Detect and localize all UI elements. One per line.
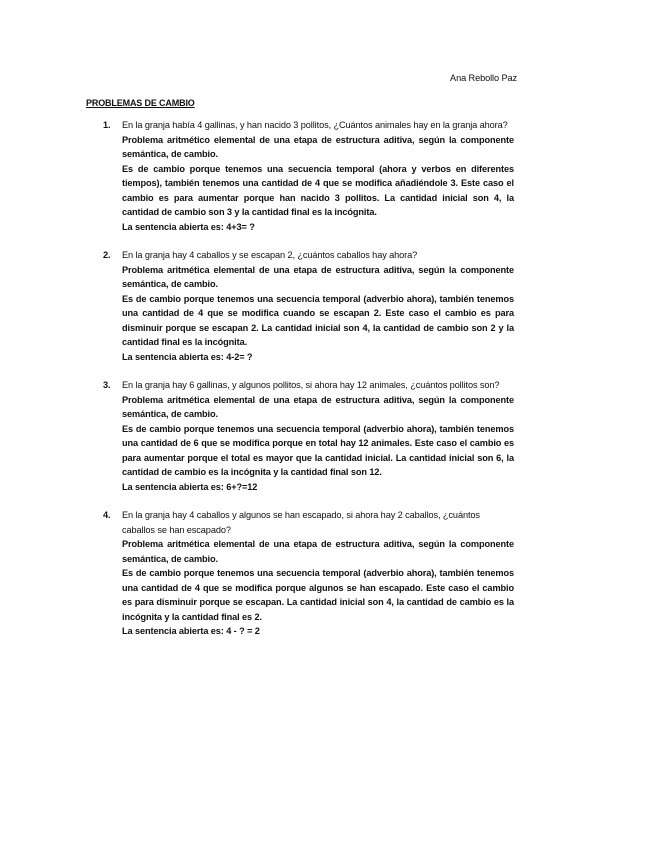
author-name: Ana Rebollo Paz xyxy=(450,73,517,83)
problem-question xyxy=(122,508,514,537)
problem-classification: Problema aritmética elemental de una etapa de estructura aditiva, según la componente semántica, de cambio. xyxy=(122,264,514,289)
problem-number: 4. xyxy=(103,510,111,520)
problem-explanation: Es de cambio porque tenemos una secuencia temporal (ahora y verbos en diferentes tiempos), también tenemos una cantidad de 4 que se modifica añadiéndole 3. Este caso el cambio es para aumentar porque han nacido 3 pollitos. La cantidad inicial son 4, la cantidad de cambio son 3 y la cantidad final es la incógnita. xyxy=(122,163,514,217)
problem-analysis xyxy=(122,133,514,235)
problem-question-text: En la granja había 4 gallinas, y han nacido 3 pollitos, ¿Cuántos animales hay en la granja ahora? xyxy=(122,120,508,130)
problem-question-text: En la granja hay 4 caballos y se escapan 2, ¿cuántos caballos hay ahora? xyxy=(122,250,418,260)
problem-sentence: La sentencia abierta es: 4 - ? = 2 xyxy=(122,626,260,636)
problem-item-1 xyxy=(103,118,514,234)
problem-classification: Problema aritmético elemental de una etapa de estructura aditiva, según la componente semántica, de cambio. xyxy=(122,134,514,159)
problem-question-text: En la granja hay 4 caballos y algunos se han escapado, si ahora hay 2 caballos, ¿cuántos caballos se han escapado? xyxy=(122,510,480,535)
problem-item-4 xyxy=(103,508,514,639)
problem-number: 1. xyxy=(103,120,111,130)
document-title: PROBLEMAS DE CAMBIO xyxy=(86,98,195,108)
problem-number: 2. xyxy=(103,250,111,260)
problem-item-2 xyxy=(103,248,514,364)
problem-question xyxy=(122,248,514,263)
problem-explanation: Es de cambio porque tenemos una secuencia temporal (adverbio ahora), también tenemos una cantidad de 4 que se modifica porque algunos se han escapado. Este caso el cambio es para disminuir porque se escapan. La cantidad inicial son 4, la cantidad de cambio es la incógnita y la cantidad final es 2. xyxy=(122,568,514,622)
problem-classification: Problema aritmética elemental de una etapa de estructura aditiva, según la componente semántica, de cambio. xyxy=(122,539,514,564)
problem-item-3 xyxy=(103,378,514,494)
problem-analysis xyxy=(122,537,514,639)
problem-sentence: La sentencia abierta es: 4+3= ? xyxy=(122,221,255,232)
problem-analysis xyxy=(122,263,514,365)
problem-analysis xyxy=(122,393,514,495)
problem-question xyxy=(122,118,514,133)
problem-classification: Problema aritmética elemental de una etapa de estructura aditiva, según la componente semántica, de cambio. xyxy=(122,394,514,419)
problem-explanation: Es de cambio porque tenemos una secuencia temporal (adverbio ahora), también tenemos una cantidad de 4 que se modifica cuando se escapan 2. Este caso el cambio es para disminuir porque se escapan 2. La cantidad inicial son 4, la cantidad de cambio son 2 y la cantidad final es la incógnita. xyxy=(122,293,514,347)
problem-number: 3. xyxy=(103,380,111,390)
problem-question-text: En la granja hay 6 gallinas, y algunos pollitos, si ahora hay 12 animales, ¿cuántos pollitos son? xyxy=(122,380,500,390)
problem-question xyxy=(122,378,514,393)
problem-sentence: La sentencia abierta es: 4-2= ? xyxy=(122,351,253,362)
problem-explanation: Es de cambio porque tenemos una secuencia temporal (adverbio ahora), también tenemos una cantidad de 6 que se modifica porque en total hay 12 animales. Este caso el cambio es para aumentar porque el total es mayor que la cantidad inicial. La cantidad inicial son 6, la cantidad de cambio es la incógnita y la cantidad final son 12. xyxy=(122,423,514,477)
problem-list xyxy=(0,118,655,653)
problem-sentence: La sentencia abierta es: 6+?=12 xyxy=(122,481,258,492)
